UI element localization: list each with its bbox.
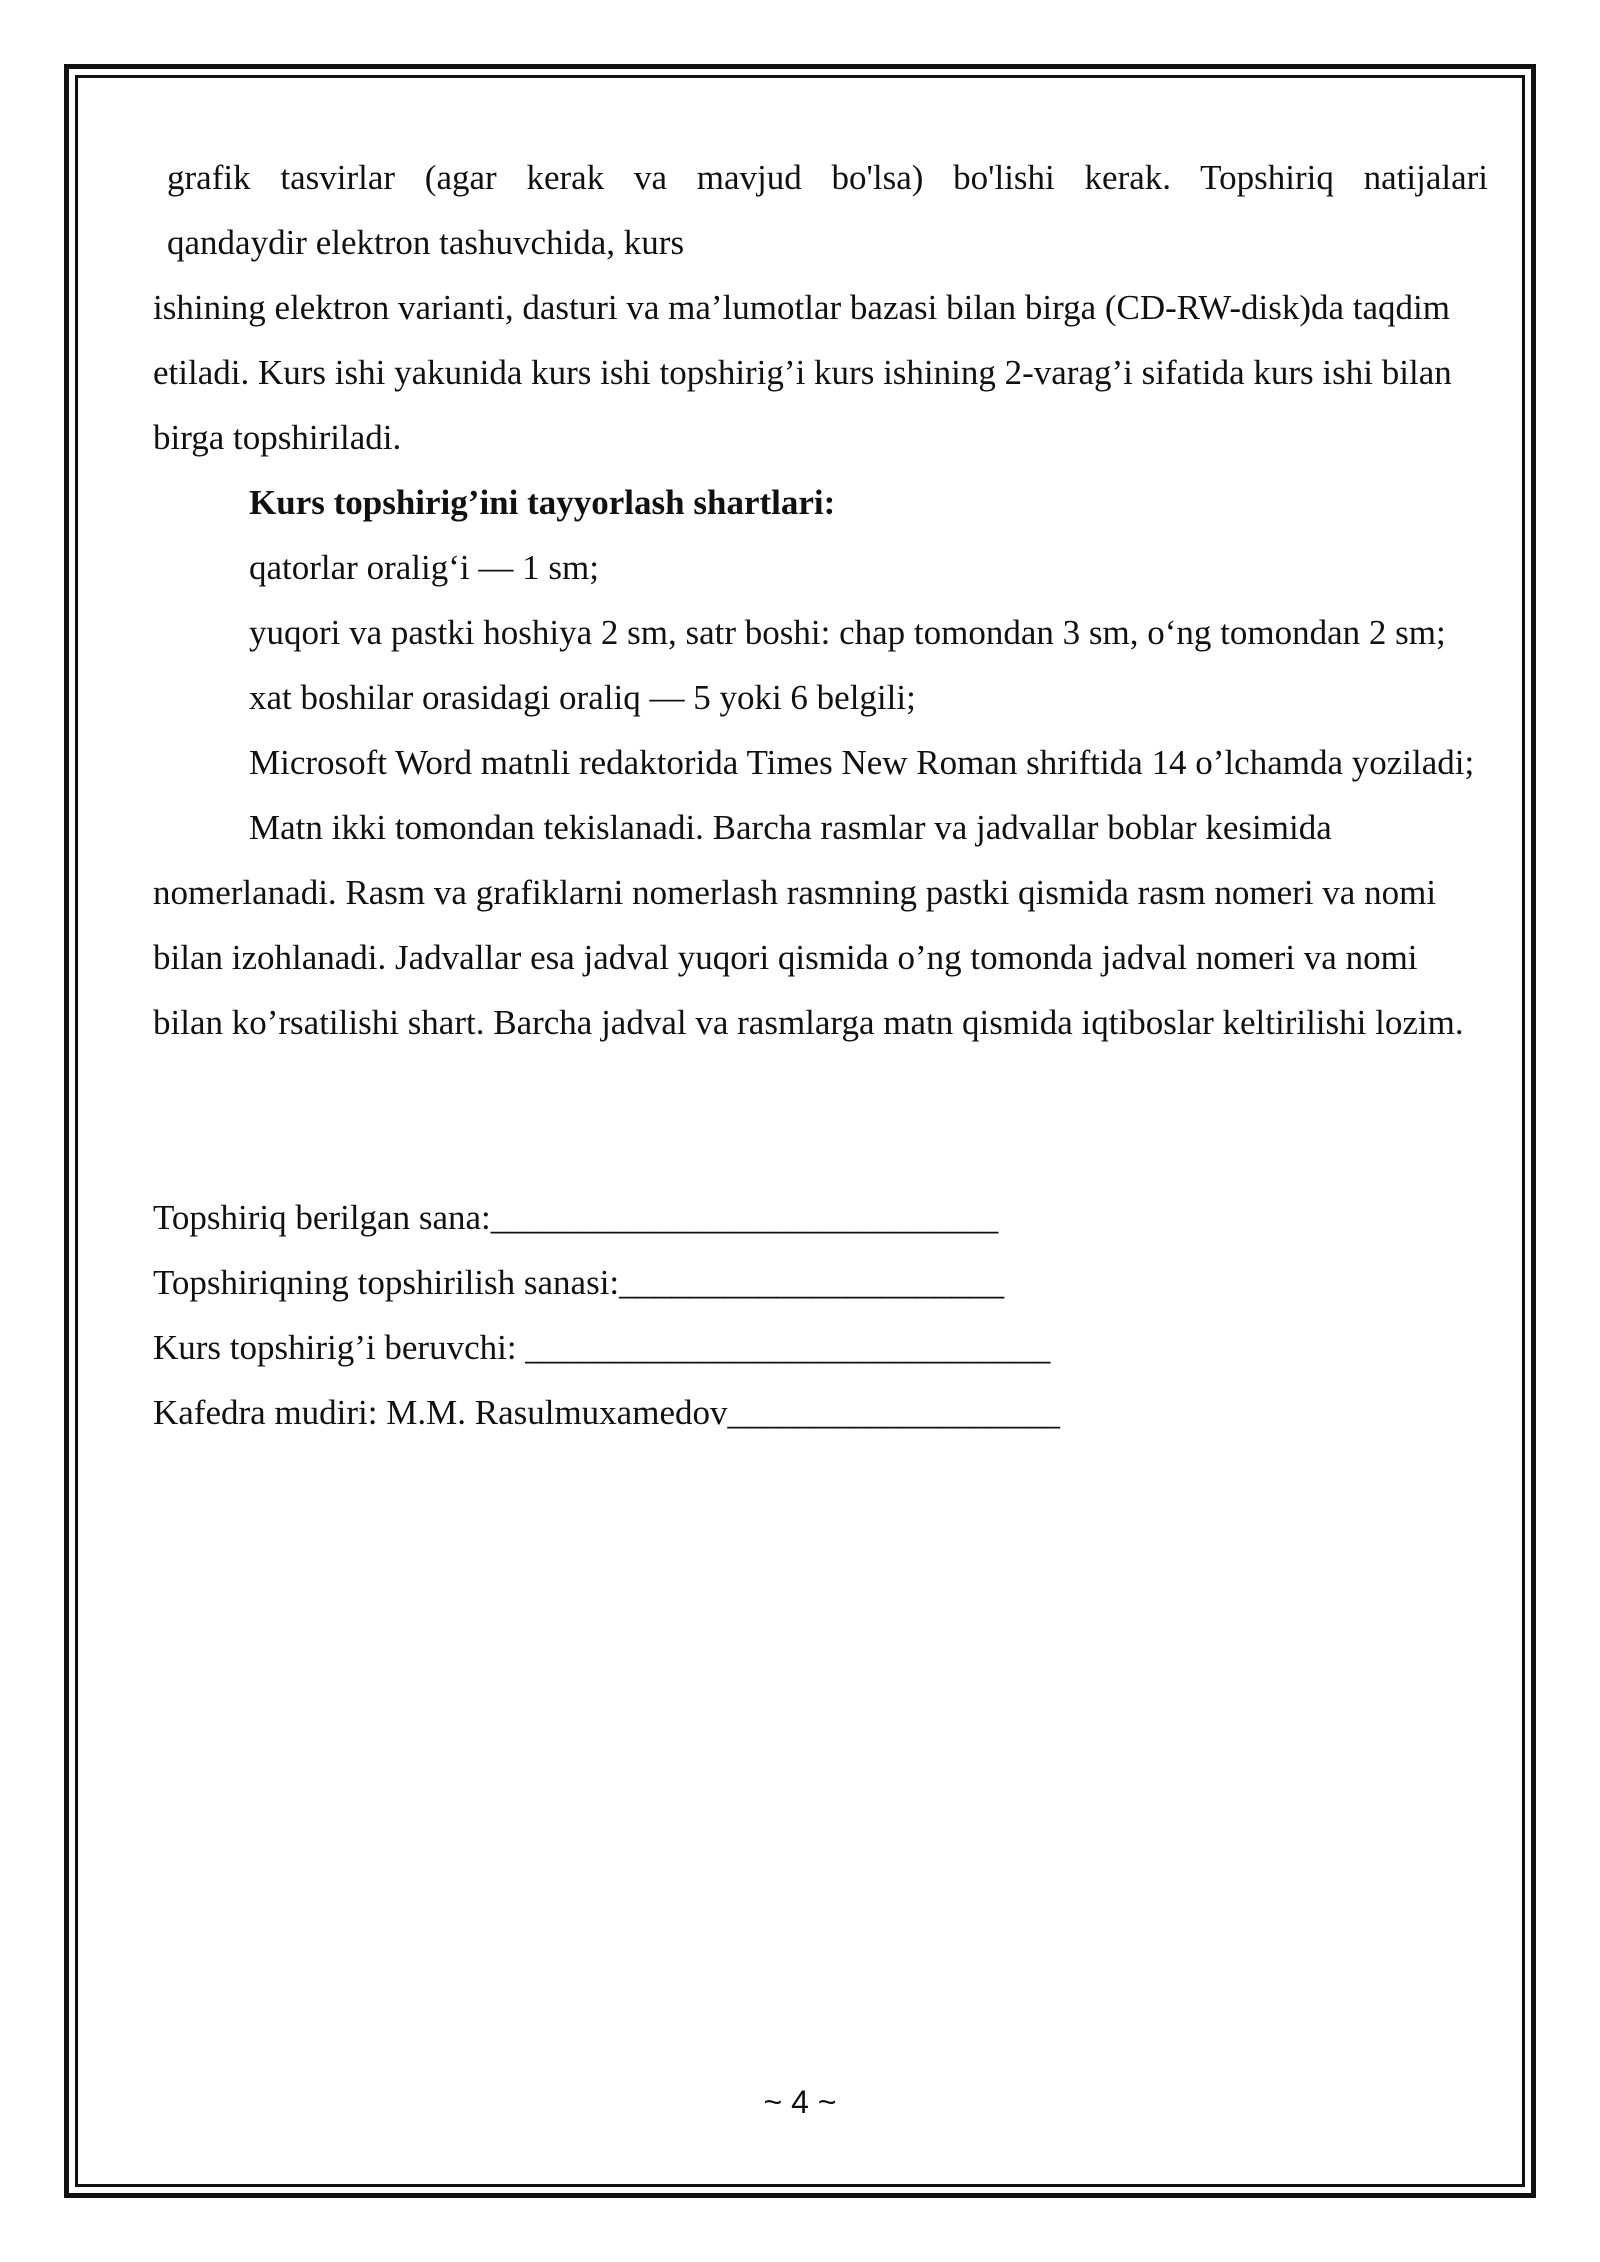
- section-spacer: [153, 1055, 1488, 1185]
- signature-issued-date: Topshiriq berilgan sana:_____________________________: [153, 1198, 999, 1237]
- conditions-heading: Kurs topshirig’ini tayyorlash shartlari:: [249, 483, 836, 522]
- signature-department-head: Kafedra mudiri: M.M. Rasulmuxamedov___________________: [153, 1393, 1060, 1432]
- condition-alignment-numbering: Matn ikki tomondan tekislanadi. Barcha rasmlar va jadvallar boblar kesimida nomerlanadi. Rasm va grafiklarni nomerlash rasmning pastki qismida rasm nomeri va nomi bilan izohlanadi. Jadvallar esa jadval yuqori qismida o’ng tomonda jadval nomeri va nomi bilan ko’rsatilishi shart. Barcha jadval va rasmlarga matn qismida iqtiboslar keltirilishi lozim.: [153, 808, 1464, 1042]
- signature-submission-date: Topshiriqning topshirilish sanasi:______________________: [153, 1263, 1005, 1302]
- continuation-line-1: grafik tasvirlar (agar kerak va mavjud bo'lsa) bo'lishi kerak. Topshiriq natijalari: [167, 158, 1488, 197]
- continuation-paragraph: [153, 145, 1488, 275]
- condition-margins: yuqori va pastki hoshiya 2 sm, satr boshi: chap tomondan 3 sm, o‘ng tomondan 2 sm;: [249, 613, 1446, 652]
- continuation-line-2: qandaydir elektron tashuvchida, kurs: [167, 223, 685, 262]
- signature-assigner: Kurs topshirig’i beruvchi: ______________________________: [153, 1328, 1051, 1367]
- condition-font: Microsoft Word matnli redaktorida Times New Roman shriftida 14 o’lchamda yoziladi;: [249, 743, 1475, 782]
- document-body: [153, 145, 1488, 1445]
- page-number: ~ 4 ~: [763, 2084, 837, 2120]
- condition-line-spacing: qatorlar oralig‘i — 1 sm;: [249, 548, 599, 587]
- submission-paragraph: ishining elektron varianti, dasturi va ma’lumotlar bazasi bilan birga (CD-RW-disk)da taqdim etiladi. Kurs ishi yakunida kurs ishi topshirig’i kurs ishining 2-varag’i sifatida kurs ishi bilan birga topshiriladi.: [153, 288, 1452, 457]
- condition-paragraph-indent: xat boshilar orasidagi oraliq — 5 yoki 6 belgili;: [249, 678, 916, 717]
